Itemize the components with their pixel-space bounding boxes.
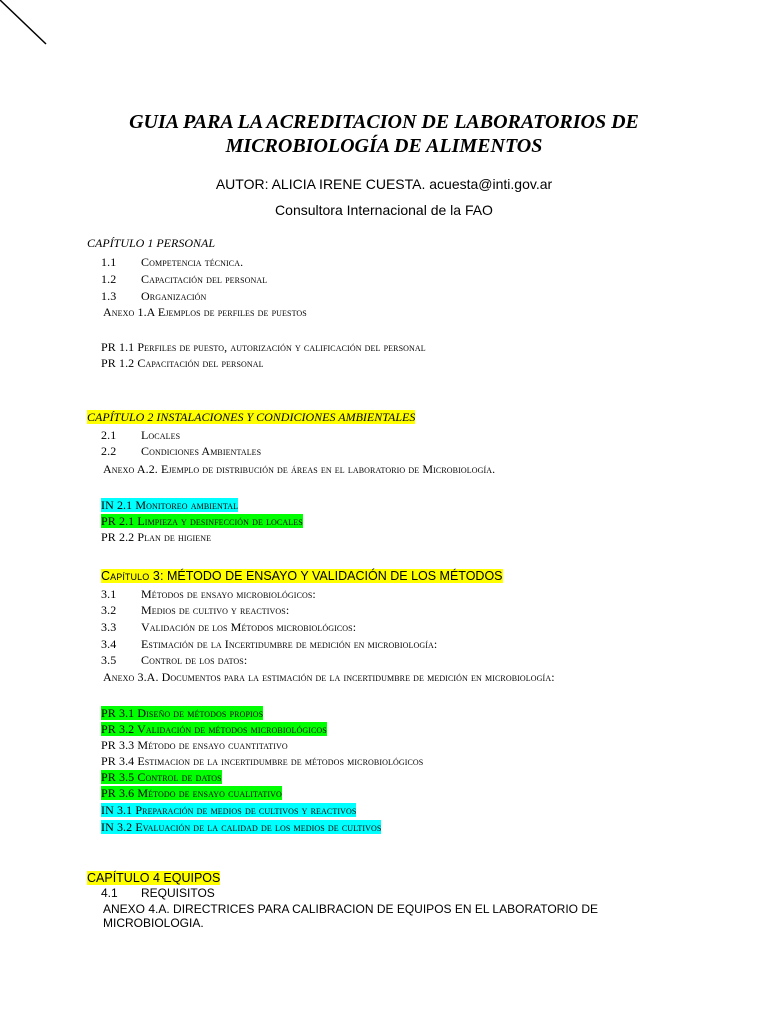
procedure-item[interactable] bbox=[101, 706, 263, 720]
procedure-item[interactable] bbox=[101, 803, 356, 817]
procedure-item-label: PR 3.5 Control de datos bbox=[101, 770, 222, 784]
chapter-1-annex[interactable]: Anexo 1.A Ejemplos de perfiles de puestos bbox=[103, 305, 307, 319]
toc-item-label: Medios de cultivo y reactivos: bbox=[141, 603, 290, 617]
toc-item-number: 3.4 bbox=[101, 637, 117, 651]
author-email[interactable]: acuesta@inti.gov.ar bbox=[429, 176, 553, 192]
procedure-item[interactable]: PR 2.2 Plan de higiene bbox=[101, 530, 212, 544]
toc-item[interactable] bbox=[101, 428, 180, 442]
procedure-item-label: IN 3.1 Preparación de medios de cultivos y reactivos bbox=[101, 803, 357, 817]
toc-item-label: Métodos de ensayo microbiológicos: bbox=[141, 587, 316, 601]
toc-item-number: 3.2 bbox=[101, 603, 117, 617]
toc-item[interactable] bbox=[101, 886, 215, 900]
toc-item-label: Condiciones Ambientales bbox=[141, 444, 262, 458]
toc-item-number: 3.5 bbox=[101, 653, 117, 667]
chapter-4-heading bbox=[87, 871, 220, 885]
document-title-line-1: GUIA PARA LA ACREDITACION DE LABORATORIOS DE bbox=[129, 111, 639, 133]
procedure-item-label: PR 3.2 Validación de métodos microbiológicos bbox=[101, 722, 327, 736]
toc-item[interactable] bbox=[101, 587, 316, 601]
chapter-2-heading-text: CAPÍTULO 2 INSTALACIONES Y CONDICIONES AMBIENTALES bbox=[87, 410, 416, 424]
toc-item-label: Estimación de la Incertidumbre de medición en microbiología: bbox=[141, 637, 438, 651]
toc-item-number: 1.3 bbox=[101, 289, 117, 303]
chapter-3-annex[interactable]: Anexo 3.A. Documentos para la estimación de la incertidumbre de medición en microbiología: bbox=[103, 670, 555, 684]
chapter-2-heading bbox=[87, 410, 415, 424]
chapter-3-heading-text: MÉTODO DE ENSAYO Y VALIDACIÓN DE LOS MÉTODOS bbox=[163, 569, 503, 583]
toc-item-label: Locales bbox=[141, 428, 181, 442]
toc-item-label: Competencia técnica. bbox=[141, 255, 244, 269]
toc-item-number: 1.1 bbox=[101, 255, 117, 269]
toc-item[interactable] bbox=[101, 444, 261, 458]
author-line bbox=[0, 176, 768, 192]
procedure-item[interactable] bbox=[101, 498, 238, 512]
chapter-2-annex[interactable]: Anexo A.2. Ejemplo de distribución de áreas en el laboratorio de Microbiología. bbox=[103, 462, 496, 476]
toc-item-label: Organización bbox=[141, 289, 207, 303]
procedure-item-label: PR 3.6 Método de ensayo cualitativo bbox=[101, 786, 282, 800]
procedure-item[interactable] bbox=[101, 514, 303, 528]
toc-item-number: 3.3 bbox=[101, 620, 117, 634]
procedure-item[interactable] bbox=[101, 820, 381, 834]
procedure-item[interactable]: PR 1.1 Perfiles de puesto, autorización y calificación del personal bbox=[101, 340, 426, 354]
document-title-line-2: MICROBIOLOGÍA DE ALIMENTOS bbox=[225, 135, 543, 157]
toc-item-label: Validación de los Métodos microbiológicos: bbox=[141, 620, 357, 634]
toc-item[interactable] bbox=[101, 603, 289, 617]
corner-diagonal-line bbox=[0, 0, 60, 60]
chapter-1-heading: CAPÍTULO 1 PERSONAL bbox=[87, 236, 216, 250]
procedure-item[interactable] bbox=[101, 722, 327, 736]
toc-item-number: 4.1 bbox=[101, 886, 118, 900]
toc-item[interactable] bbox=[101, 289, 206, 303]
toc-item-number: 1.2 bbox=[101, 272, 117, 286]
procedure-item-label: PR 2.1 Limpieza y desinfección de locales bbox=[101, 514, 303, 528]
toc-item-label: Control de los datos: bbox=[141, 653, 248, 667]
author-affiliation: Consultora Internacional de la FAO bbox=[275, 202, 493, 218]
chapter-4-annex[interactable]: ANEXO 4.A. DIRECTRICES PARA CALIBRACION DE EQUIPOS EN EL LABORATORIO DE MICROBIOLOGIA. bbox=[103, 902, 599, 930]
procedure-item[interactable] bbox=[101, 786, 282, 800]
chapter-4-heading-text: CAPÍTULO 4 EQUIPOS bbox=[87, 871, 221, 885]
toc-item[interactable] bbox=[101, 637, 437, 651]
procedure-item[interactable] bbox=[101, 770, 222, 784]
chapter-3-heading bbox=[101, 569, 503, 583]
toc-item[interactable] bbox=[101, 255, 243, 269]
toc-item-number: 3.1 bbox=[101, 587, 117, 601]
toc-item-number: 2.2 bbox=[101, 444, 117, 458]
toc-item[interactable] bbox=[101, 272, 267, 286]
toc-item-label: Capacitación del personal bbox=[141, 272, 268, 286]
procedure-item[interactable]: PR 1.2 Capacitación del personal bbox=[101, 356, 264, 370]
toc-item[interactable] bbox=[101, 653, 247, 667]
toc-item[interactable] bbox=[101, 620, 356, 634]
author-name: AUTOR: ALICIA IRENE CUESTA. bbox=[215, 176, 426, 192]
procedure-item[interactable]: PR 3.3 Método de ensayo cuantitativo bbox=[101, 738, 288, 752]
procedure-item-label: PR 3.1 Diseño de métodos propios bbox=[101, 706, 264, 720]
chapter-3-heading-prefix: Capítulo 3: bbox=[101, 569, 164, 583]
procedure-item-label: IN 3.2 Evaluación de la calidad de los medios de cultivos bbox=[101, 820, 382, 834]
toc-item-label: REQUISITOS bbox=[141, 886, 215, 900]
procedure-item-label: IN 2.1 Monitoreo ambiental bbox=[101, 498, 239, 512]
procedure-item[interactable]: PR 3.4 Estimacion de la incertidumbre de métodos microbiológicos bbox=[101, 754, 424, 768]
toc-item-number: 2.1 bbox=[101, 428, 117, 442]
